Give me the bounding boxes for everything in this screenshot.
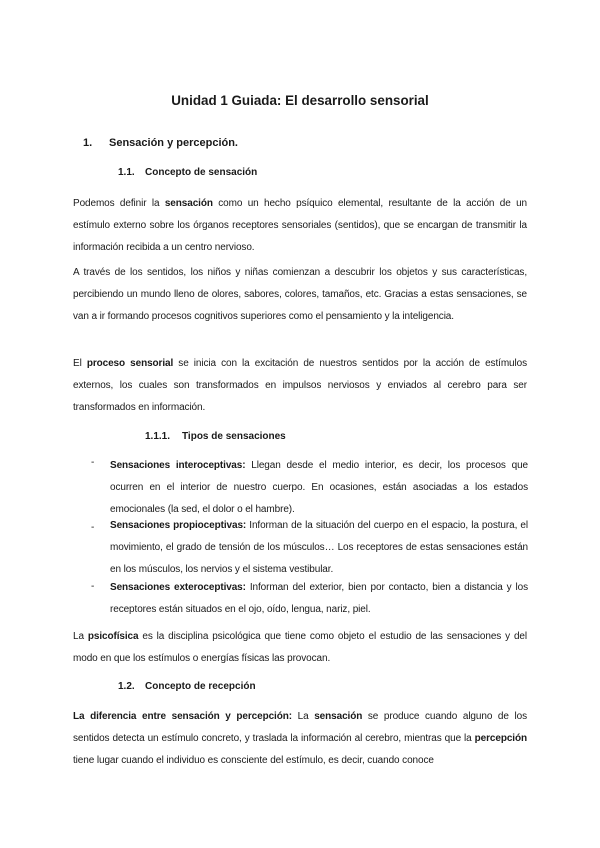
paragraph-diferencia: La diferencia entre sensación y percepción: La sensación se produce cuando alguno de los sentidos detecta un estímulo concreto, y traslada la información al cerebro, mientras que la percepción tiene lugar cuando el individuo es consciente del estímulo, es decir, cuando conoce (73, 711, 527, 766)
section-1-heading: Sensación y percepción. (109, 137, 238, 149)
bullet-marker: - (91, 457, 95, 468)
bullet-marker: - (91, 522, 95, 533)
term-psicofisica: psicofísica (87, 631, 139, 642)
paragraph-sentidos: A través de los sentidos, los niños y niñas comienzan a descubrir los objetos y sus características, percibiendo un mundo lleno de olores, sabores, colores, tamaños, etc. Gracias a estas sensaciones, se van a ir formando procesos cognitivos superiores como el pensamiento y la inteligencia. (73, 267, 527, 322)
list-item-exteroceptivas: Sensaciones exteroceptivas: Informan del exterior, bien por contacto, bien a distancia y los receptores están situados en el ojo, oído, lengua, nariz, piel. (110, 582, 528, 615)
list-item-interoceptivas: Sensaciones interoceptivas: Llegan desde el medio interior, es decir, los procesos que ocurren en el interior de nuestro cuerpo. En ocasiones, están asociadas a los estados emocionales (la sed, el dolor o el hambre). (110, 460, 528, 515)
section-1-1-number: 1.1. (118, 167, 135, 178)
term-diferencia: La diferencia entre sensación y percepción: (73, 711, 292, 722)
term-sensacion-2: sensación (314, 711, 363, 722)
term-propioceptivas: Sensaciones propioceptivas: (110, 520, 247, 531)
section-1-1-heading: Concepto de sensación (145, 167, 258, 178)
term-exteroceptivas: Sensaciones exteroceptivas: (110, 582, 246, 593)
list-item-propioceptivas: Sensaciones propioceptivas: Informan de la situación del cuerpo en el espacio, la postura, el movimiento, el grado de tensión de los músculos… Los receptores de estas sensaciones están en los músculos, los nervios y el sistema vestibular. (110, 520, 528, 575)
paragraph-proceso-sensorial: El proceso sensorial se inicia con la excitación de nuestros sentidos por la acción de estímulos externos, los cuales son transformados en impulsos nerviosos y enviados al cerebro para ser transformados en información. (73, 358, 527, 413)
term-interoceptivas: Sensaciones interoceptivas: (110, 460, 246, 471)
term-percepcion: percepción (474, 733, 527, 744)
term-sensacion: sensación (164, 198, 213, 209)
section-1-2-number: 1.2. (118, 681, 135, 692)
document-title: Unidad 1 Guiada: El desarrollo sensorial (171, 93, 429, 108)
term-proceso-sensorial: proceso sensorial (86, 358, 174, 369)
section-1-1-1-number: 1.1.1. (145, 431, 171, 442)
section-1-2-heading: Concepto de recepción (145, 681, 256, 692)
bullet-marker: - (91, 581, 95, 592)
section-1-number: 1. (83, 137, 93, 149)
paragraph-sensacion-definition: Podemos definir la sensación como un hecho psíquico elemental, resultante de la acción de un estímulo externo sobre los órganos receptores sensoriales (sentidos), que se encargan de transmitir la información recibida a un centro nervioso. (73, 198, 528, 253)
paragraph-psicofisica: La psicofísica es la disciplina psicológica que tiene como objeto el estudio de las sensaciones y del modo en que los estímulos o energías físicas las provocan. (73, 631, 527, 664)
section-1-1-1-heading: Tipos de sensaciones (182, 431, 286, 442)
